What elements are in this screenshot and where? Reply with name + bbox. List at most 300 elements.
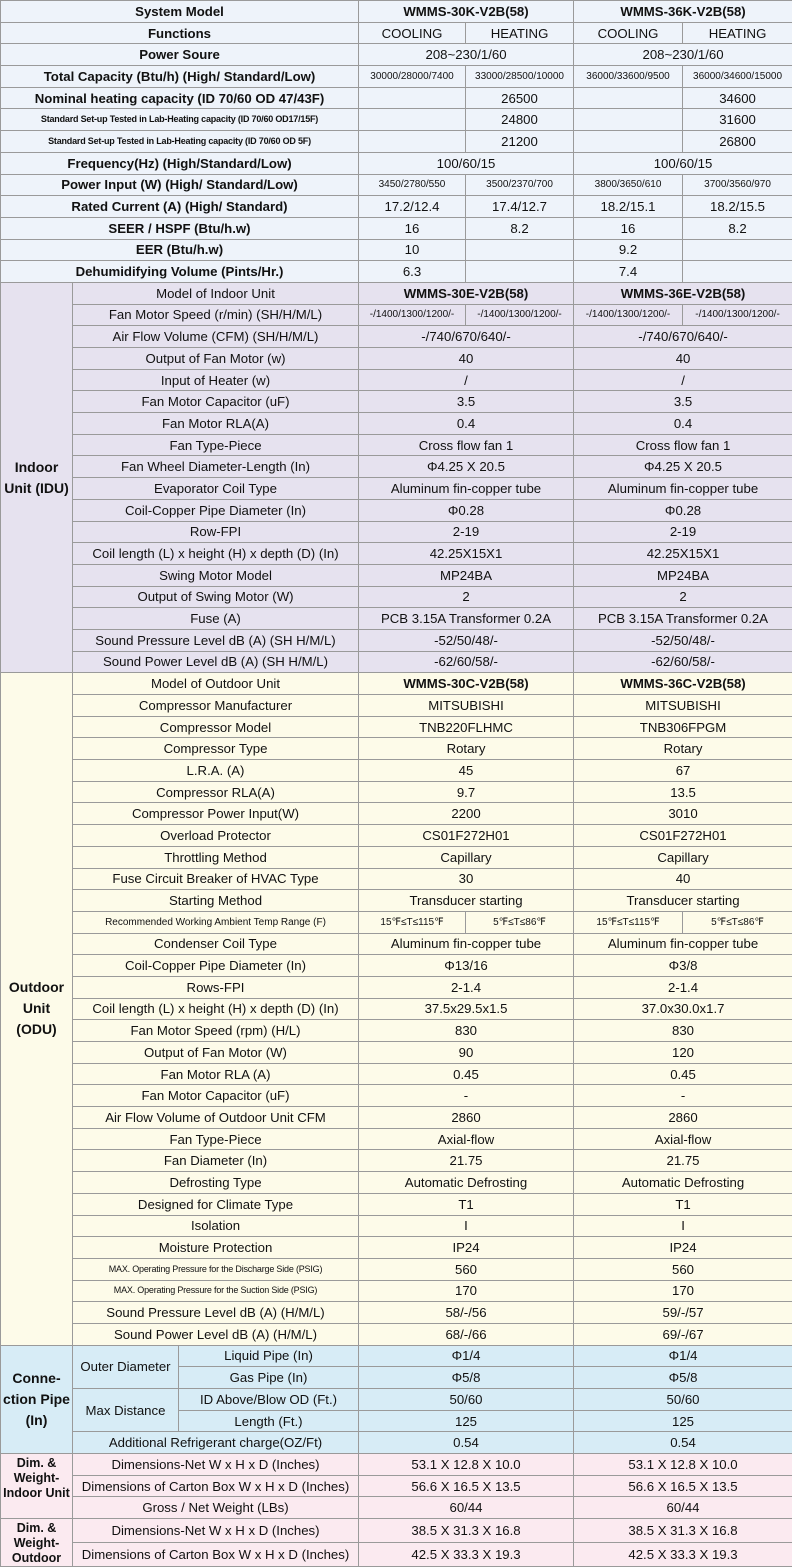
value-cell: 3.5 bbox=[574, 391, 792, 413]
value-cell: 21200 bbox=[466, 131, 574, 153]
row-label: Model of Indoor Unit bbox=[73, 282, 359, 304]
table-row bbox=[1, 109, 792, 131]
value-cell: 2 bbox=[359, 586, 574, 608]
value-cell: 170 bbox=[359, 1280, 574, 1302]
value-cell: / bbox=[359, 369, 574, 391]
row-label: Output of Fan Motor (W) bbox=[73, 1042, 359, 1064]
row-label: Dimensions of Carton Box W x H x D (Inches) bbox=[73, 1475, 359, 1497]
table-row bbox=[1, 976, 792, 998]
value-cell: 8.2 bbox=[466, 217, 574, 239]
value-cell: 37.5x29.5x1.5 bbox=[359, 998, 574, 1020]
row-label: Condenser Coil Type bbox=[73, 933, 359, 955]
value-cell: 33000/28500/10000 bbox=[466, 66, 574, 88]
row-label: Throttling Method bbox=[73, 846, 359, 868]
table-row bbox=[1, 738, 792, 760]
value-cell: Capillary bbox=[574, 846, 792, 868]
row-label: Model of Outdoor Unit bbox=[73, 673, 359, 695]
table-row bbox=[1, 1020, 792, 1042]
table-row bbox=[1, 651, 792, 673]
value-cell: 56.6 X 16.5 X 13.5 bbox=[574, 1475, 792, 1497]
value-cell: IP24 bbox=[574, 1237, 792, 1259]
row-label: L.R.A. (A) bbox=[73, 760, 359, 782]
value-cell: / bbox=[574, 369, 792, 391]
row-label: Power Soure bbox=[1, 44, 359, 66]
value-cell: 125 bbox=[574, 1410, 792, 1432]
row-label: Coil length (L) x height (H) x depth (D) (In) bbox=[73, 543, 359, 565]
value-cell: 3700/3560/970 bbox=[683, 174, 792, 196]
row-label: Fan Motor RLA(A) bbox=[73, 413, 359, 435]
table-row bbox=[1, 1172, 792, 1194]
value-cell: 34600 bbox=[683, 87, 792, 109]
row-label: Coil-Copper Pipe Diameter (In) bbox=[73, 955, 359, 977]
table-row bbox=[1, 673, 792, 695]
value-cell: TNB306FPGM bbox=[574, 716, 792, 738]
row-label: Row-FPI bbox=[73, 521, 359, 543]
row-label: Output of Fan Motor (w) bbox=[73, 348, 359, 370]
row-label: Isolation bbox=[73, 1215, 359, 1237]
table-row bbox=[1, 1345, 792, 1367]
table-row bbox=[1, 846, 792, 868]
value-cell: 2-1.4 bbox=[574, 976, 792, 998]
table-row bbox=[1, 131, 792, 153]
row-label: Fan Motor Capacitor (uF) bbox=[73, 1085, 359, 1107]
row-label: Swing Motor Model bbox=[73, 564, 359, 586]
value-cell: 2860 bbox=[574, 1107, 792, 1129]
value-cell: 30000/28000/7400 bbox=[359, 66, 466, 88]
row-label: Recommended Working Ambient Temp Range (F) bbox=[73, 911, 359, 933]
value-cell: CS01F272H01 bbox=[359, 825, 574, 847]
value-cell bbox=[574, 131, 683, 153]
value-cell: Φ4.25 X 20.5 bbox=[574, 456, 792, 478]
value-cell: 45 bbox=[359, 760, 574, 782]
value-cell: 24800 bbox=[466, 109, 574, 131]
value-cell: 2860 bbox=[359, 1107, 574, 1129]
row-label: Coil-Copper Pipe Diameter (In) bbox=[73, 499, 359, 521]
table-row bbox=[1, 391, 792, 413]
value-cell: 0.45 bbox=[574, 1063, 792, 1085]
row-label: MAX. Operating Pressure for the Suction Side (PSIG) bbox=[73, 1280, 359, 1302]
value-cell bbox=[683, 239, 792, 261]
spec-table-body bbox=[1, 1, 792, 1567]
value-cell: Transducer starting bbox=[359, 890, 574, 912]
value-cell: Capillary bbox=[359, 846, 574, 868]
value-cell: 36000/33600/9500 bbox=[574, 66, 683, 88]
value-cell: 2200 bbox=[359, 803, 574, 825]
max-distance-label: Max Distance bbox=[73, 1389, 179, 1432]
value-cell: 21.75 bbox=[574, 1150, 792, 1172]
value-cell bbox=[574, 109, 683, 131]
row-label: MAX. Operating Pressure for the Discharge Side (PSIG) bbox=[73, 1258, 359, 1280]
row-label: Sound Pressure Level dB (A) (SH H/M/L) bbox=[73, 629, 359, 651]
value-cell: I bbox=[574, 1215, 792, 1237]
row-label: Sound Pressure Level dB (A) (H/M/L) bbox=[73, 1302, 359, 1324]
value-cell: 16 bbox=[574, 217, 683, 239]
table-row bbox=[1, 326, 792, 348]
row-label: Dimensions of Carton Box W x H x D (Inches) bbox=[73, 1543, 359, 1567]
value-cell: HEATING bbox=[466, 22, 574, 44]
table-row bbox=[1, 1128, 792, 1150]
table-row bbox=[1, 1, 792, 23]
value-cell: Aluminum fin-copper tube bbox=[574, 933, 792, 955]
table-row bbox=[1, 825, 792, 847]
row-label: Compressor Power Input(W) bbox=[73, 803, 359, 825]
value-cell: 58/-/56 bbox=[359, 1302, 574, 1324]
value-cell: 68/-/66 bbox=[359, 1323, 574, 1345]
value-cell: 15℉≤T≤115℉ bbox=[574, 911, 683, 933]
value-cell: TNB220FLHMC bbox=[359, 716, 574, 738]
value-cell: 50/60 bbox=[359, 1389, 574, 1411]
value-cell bbox=[466, 239, 574, 261]
value-cell bbox=[683, 261, 792, 283]
value-cell: 0.54 bbox=[359, 1432, 574, 1454]
value-cell: 53.1 X 12.8 X 10.0 bbox=[359, 1454, 574, 1476]
value-cell: 208~230/1/60 bbox=[359, 44, 574, 66]
system-model: WMMS-36K-V2B(58) bbox=[574, 1, 792, 23]
value-cell: 8.2 bbox=[683, 217, 792, 239]
table-row bbox=[1, 521, 792, 543]
table-row bbox=[1, 1475, 792, 1497]
row-label: Fan Type-Piece bbox=[73, 1128, 359, 1150]
value-cell: COOLING bbox=[359, 22, 466, 44]
table-row bbox=[1, 174, 792, 196]
table-row bbox=[1, 1150, 792, 1172]
value-cell: -/1400/1300/1200/- bbox=[466, 304, 574, 326]
pipe-section-label: Conne-ction Pipe (In) bbox=[1, 1345, 73, 1453]
table-row bbox=[1, 890, 792, 912]
value-cell: 3500/2370/700 bbox=[466, 174, 574, 196]
value-cell: 3450/2780/550 bbox=[359, 174, 466, 196]
row-label: Dehumidifying Volume (Pints/Hr.) bbox=[1, 261, 359, 283]
value-cell: T1 bbox=[574, 1193, 792, 1215]
value-cell: 26800 bbox=[683, 131, 792, 153]
row-label: Output of Swing Motor (W) bbox=[73, 586, 359, 608]
value-cell: Φ5/8 bbox=[574, 1367, 792, 1389]
value-cell: 60/44 bbox=[574, 1497, 792, 1519]
row-label: Defrosting Type bbox=[73, 1172, 359, 1194]
value-cell: 15℉≤T≤115℉ bbox=[359, 911, 466, 933]
value-cell: Φ5/8 bbox=[359, 1367, 574, 1389]
value-cell: 21.75 bbox=[359, 1150, 574, 1172]
value-cell: 830 bbox=[359, 1020, 574, 1042]
value-cell: 5℉≤T≤86℉ bbox=[683, 911, 792, 933]
value-cell: Aluminum fin-copper tube bbox=[359, 478, 574, 500]
value-cell: 31600 bbox=[683, 109, 792, 131]
value-cell: -52/50/48/- bbox=[359, 629, 574, 651]
value-cell: -52/50/48/- bbox=[574, 629, 792, 651]
row-label: Compressor RLA(A) bbox=[73, 781, 359, 803]
value-cell: 7.4 bbox=[574, 261, 683, 283]
value-cell: 16 bbox=[359, 217, 466, 239]
table-row bbox=[1, 1323, 792, 1345]
row-label: Fan Motor Speed (rpm) (H/L) bbox=[73, 1020, 359, 1042]
table-row bbox=[1, 22, 792, 44]
value-cell: 40 bbox=[359, 348, 574, 370]
value-cell: 30 bbox=[359, 868, 574, 890]
row-label: Functions bbox=[1, 22, 359, 44]
row-label: Air Flow Volume of Outdoor Unit CFM bbox=[73, 1107, 359, 1129]
value-cell bbox=[359, 87, 466, 109]
value-cell: Cross flow fan 1 bbox=[574, 434, 792, 456]
value-cell: 2-19 bbox=[574, 521, 792, 543]
value-cell: 3010 bbox=[574, 803, 792, 825]
value-cell: 0.4 bbox=[574, 413, 792, 435]
value-cell: 10 bbox=[359, 239, 466, 261]
row-label: Fan Type-Piece bbox=[73, 434, 359, 456]
row-label: Fan Motor Speed (r/min) (SH/H/M/L) bbox=[73, 304, 359, 326]
table-row bbox=[1, 1454, 792, 1476]
row-label: Gross / Net Weight (LBs) bbox=[73, 1497, 359, 1519]
value-cell: -62/60/58/- bbox=[359, 651, 574, 673]
table-row bbox=[1, 282, 792, 304]
indoor-section-label: Indoor Unit (IDU) bbox=[1, 282, 73, 672]
value-cell: 560 bbox=[574, 1258, 792, 1280]
unit-model: WMMS-36C-V2B(58) bbox=[574, 673, 792, 695]
value-cell: Rotary bbox=[574, 738, 792, 760]
table-row bbox=[1, 998, 792, 1020]
unit-model: WMMS-30E-V2B(58) bbox=[359, 282, 574, 304]
value-cell: 40 bbox=[574, 868, 792, 890]
value-cell: 13.5 bbox=[574, 781, 792, 803]
row-label: Compressor Type bbox=[73, 738, 359, 760]
table-row bbox=[1, 304, 792, 326]
table-row bbox=[1, 586, 792, 608]
outer-diameter-label: Outer Diameter bbox=[73, 1345, 179, 1388]
value-cell: T1 bbox=[359, 1193, 574, 1215]
value-cell: 67 bbox=[574, 760, 792, 782]
table-row bbox=[1, 44, 792, 66]
value-cell: Φ4.25 X 20.5 bbox=[359, 456, 574, 478]
value-cell: 60/44 bbox=[359, 1497, 574, 1519]
table-row bbox=[1, 434, 792, 456]
row-label: Coil length (L) x height (H) x depth (D) (In) bbox=[73, 998, 359, 1020]
table-row bbox=[1, 1302, 792, 1324]
table-row bbox=[1, 1389, 792, 1411]
table-row bbox=[1, 564, 792, 586]
table-row bbox=[1, 348, 792, 370]
dim_outdoor-section-label: Dim. & Weight-Outdoor bbox=[1, 1519, 73, 1567]
table-row bbox=[1, 1193, 792, 1215]
table-row bbox=[1, 87, 792, 109]
value-cell: 17.4/12.7 bbox=[466, 196, 574, 218]
value-cell: 36000/34600/15000 bbox=[683, 66, 792, 88]
value-cell: Φ1/4 bbox=[359, 1345, 574, 1367]
table-row bbox=[1, 413, 792, 435]
value-cell: 208~230/1/60 bbox=[574, 44, 792, 66]
unit-model: WMMS-30C-V2B(58) bbox=[359, 673, 574, 695]
row-label: Standard Set-up Tested in Lab-Heating capacity (ID 70/60 OD17/15F) bbox=[1, 109, 359, 131]
row-label: Standard Set-up Tested in Lab-Heating capacity (ID 70/60 OD 5F) bbox=[1, 131, 359, 153]
value-cell: Axial-flow bbox=[359, 1128, 574, 1150]
table-row bbox=[1, 1042, 792, 1064]
value-cell bbox=[359, 131, 466, 153]
value-cell: 17.2/12.4 bbox=[359, 196, 466, 218]
value-cell: 100/60/15 bbox=[359, 152, 574, 174]
row-label: Fan Motor RLA (A) bbox=[73, 1063, 359, 1085]
table-row bbox=[1, 543, 792, 565]
table-row bbox=[1, 911, 792, 933]
value-cell: Φ1/4 bbox=[574, 1345, 792, 1367]
value-cell bbox=[574, 87, 683, 109]
row-label: Sound Power Level dB (A) (SH H/M/L) bbox=[73, 651, 359, 673]
table-row bbox=[1, 695, 792, 717]
row-label: Sound Power Level dB (A) (H/M/L) bbox=[73, 1323, 359, 1345]
value-cell: 125 bbox=[359, 1410, 574, 1432]
table-row bbox=[1, 1543, 792, 1567]
value-cell: 560 bbox=[359, 1258, 574, 1280]
value-cell: 37.0x30.0x1.7 bbox=[574, 998, 792, 1020]
system-model: WMMS-30K-V2B(58) bbox=[359, 1, 574, 23]
table-row bbox=[1, 760, 792, 782]
row-label: Total Capacity (Btu/h) (High/ Standard/Low) bbox=[1, 66, 359, 88]
row-label: SEER / HSPF (Btu/h.w) bbox=[1, 217, 359, 239]
value-cell: MP24BA bbox=[574, 564, 792, 586]
value-cell: 3800/3650/610 bbox=[574, 174, 683, 196]
table-row bbox=[1, 1432, 792, 1454]
row-label: Compressor Model bbox=[73, 716, 359, 738]
table-row bbox=[1, 499, 792, 521]
value-cell: 50/60 bbox=[574, 1389, 792, 1411]
value-cell: 0.54 bbox=[574, 1432, 792, 1454]
value-cell: 6.3 bbox=[359, 261, 466, 283]
table-row bbox=[1, 152, 792, 174]
value-cell: HEATING bbox=[683, 22, 792, 44]
unit-model: WMMS-36E-V2B(58) bbox=[574, 282, 792, 304]
value-cell: PCB 3.15A Transformer 0.2A bbox=[359, 608, 574, 630]
value-cell: 69/-/67 bbox=[574, 1323, 792, 1345]
value-cell: Aluminum fin-copper tube bbox=[359, 933, 574, 955]
value-cell: -/740/670/640/- bbox=[574, 326, 792, 348]
value-cell: 90 bbox=[359, 1042, 574, 1064]
row-label: Evaporator Coil Type bbox=[73, 478, 359, 500]
value-cell: 120 bbox=[574, 1042, 792, 1064]
value-cell: 59/-/57 bbox=[574, 1302, 792, 1324]
value-cell: Transducer starting bbox=[574, 890, 792, 912]
row-label: Nominal heating capacity (ID 70/60 OD 47/43F) bbox=[1, 87, 359, 109]
table-row bbox=[1, 868, 792, 890]
value-cell: 5℉≤T≤86℉ bbox=[466, 911, 574, 933]
value-cell: Cross flow fan 1 bbox=[359, 434, 574, 456]
value-cell: 42.5 X 33.3 X 19.3 bbox=[574, 1543, 792, 1567]
table-row bbox=[1, 716, 792, 738]
table-row bbox=[1, 66, 792, 88]
table-row bbox=[1, 239, 792, 261]
value-cell: MP24BA bbox=[359, 564, 574, 586]
value-cell: -/1400/1300/1200/- bbox=[359, 304, 466, 326]
row-label: Compressor Manufacturer bbox=[73, 695, 359, 717]
table-row bbox=[1, 1107, 792, 1129]
value-cell: Aluminum fin-copper tube bbox=[574, 478, 792, 500]
value-cell: 56.6 X 16.5 X 13.5 bbox=[359, 1475, 574, 1497]
row-label: Moisture Protection bbox=[73, 1237, 359, 1259]
table-row bbox=[1, 1519, 792, 1543]
value-cell: 9.2 bbox=[574, 239, 683, 261]
row-label: Additional Refrigerant charge(OZ/Ft) bbox=[73, 1432, 359, 1454]
table-row bbox=[1, 261, 792, 283]
row-label: Length (Ft.) bbox=[179, 1410, 359, 1432]
row-label: Starting Method bbox=[73, 890, 359, 912]
value-cell: 38.5 X 31.3 X 16.8 bbox=[359, 1519, 574, 1543]
table-row bbox=[1, 1215, 792, 1237]
value-cell: 18.2/15.5 bbox=[683, 196, 792, 218]
row-label: Overload Protector bbox=[73, 825, 359, 847]
value-cell: Φ0.28 bbox=[574, 499, 792, 521]
table-row bbox=[1, 369, 792, 391]
value-cell: 0.4 bbox=[359, 413, 574, 435]
row-label: Fan Wheel Diameter-Length (In) bbox=[73, 456, 359, 478]
value-cell: 2-19 bbox=[359, 521, 574, 543]
value-cell bbox=[359, 109, 466, 131]
value-cell: 42.25X15X1 bbox=[359, 543, 574, 565]
table-row bbox=[1, 456, 792, 478]
dim_indoor-section-label: Dim. & Weight-Indoor Unit bbox=[1, 1454, 73, 1519]
value-cell: PCB 3.15A Transformer 0.2A bbox=[574, 608, 792, 630]
table-row bbox=[1, 803, 792, 825]
value-cell: 42.5 X 33.3 X 19.3 bbox=[359, 1543, 574, 1567]
table-row bbox=[1, 1258, 792, 1280]
value-cell: Φ13/16 bbox=[359, 955, 574, 977]
value-cell: 42.25X15X1 bbox=[574, 543, 792, 565]
value-cell: 18.2/15.1 bbox=[574, 196, 683, 218]
value-cell: 830 bbox=[574, 1020, 792, 1042]
value-cell: CS01F272H01 bbox=[574, 825, 792, 847]
row-label: Fan Diameter (In) bbox=[73, 1150, 359, 1172]
value-cell: 40 bbox=[574, 348, 792, 370]
table-row bbox=[1, 955, 792, 977]
value-cell: Automatic Defrosting bbox=[359, 1172, 574, 1194]
value-cell: -/740/670/640/- bbox=[359, 326, 574, 348]
value-cell: 2-1.4 bbox=[359, 976, 574, 998]
table-row bbox=[1, 933, 792, 955]
table-row bbox=[1, 217, 792, 239]
table-row bbox=[1, 1497, 792, 1519]
row-label: Fuse (A) bbox=[73, 608, 359, 630]
value-cell: 170 bbox=[574, 1280, 792, 1302]
value-cell: 9.7 bbox=[359, 781, 574, 803]
value-cell: MITSUBISHI bbox=[574, 695, 792, 717]
row-label: Input of Heater (w) bbox=[73, 369, 359, 391]
row-label: Designed for Climate Type bbox=[73, 1193, 359, 1215]
value-cell: Φ0.28 bbox=[359, 499, 574, 521]
table-row bbox=[1, 478, 792, 500]
table-row bbox=[1, 196, 792, 218]
value-cell: 53.1 X 12.8 X 10.0 bbox=[574, 1454, 792, 1476]
table-row bbox=[1, 608, 792, 630]
outdoor-section-label: Outdoor Unit (ODU) bbox=[1, 673, 73, 1345]
row-label: EER (Btu/h.w) bbox=[1, 239, 359, 261]
row-label: Dimensions-Net W x H x D (Inches) bbox=[73, 1454, 359, 1476]
table-row bbox=[1, 781, 792, 803]
value-cell: 0.45 bbox=[359, 1063, 574, 1085]
value-cell: Axial-flow bbox=[574, 1128, 792, 1150]
value-cell: -/1400/1300/1200/- bbox=[683, 304, 792, 326]
row-label: ID Above/Blow OD (Ft.) bbox=[179, 1389, 359, 1411]
table-row bbox=[1, 1085, 792, 1107]
value-cell: -/1400/1300/1200/- bbox=[574, 304, 683, 326]
value-cell: - bbox=[574, 1085, 792, 1107]
table-row bbox=[1, 629, 792, 651]
table-row bbox=[1, 1280, 792, 1302]
value-cell: Φ3/8 bbox=[574, 955, 792, 977]
row-label: Dimensions-Net W x H x D (Inches) bbox=[73, 1519, 359, 1543]
row-label: System Model bbox=[1, 1, 359, 23]
value-cell bbox=[466, 261, 574, 283]
row-label: Air Flow Volume (CFM) (SH/H/M/L) bbox=[73, 326, 359, 348]
table-row bbox=[1, 1237, 792, 1259]
value-cell: 3.5 bbox=[359, 391, 574, 413]
row-label: Gas Pipe (In) bbox=[179, 1367, 359, 1389]
value-cell: 2 bbox=[574, 586, 792, 608]
table-row bbox=[1, 1063, 792, 1085]
